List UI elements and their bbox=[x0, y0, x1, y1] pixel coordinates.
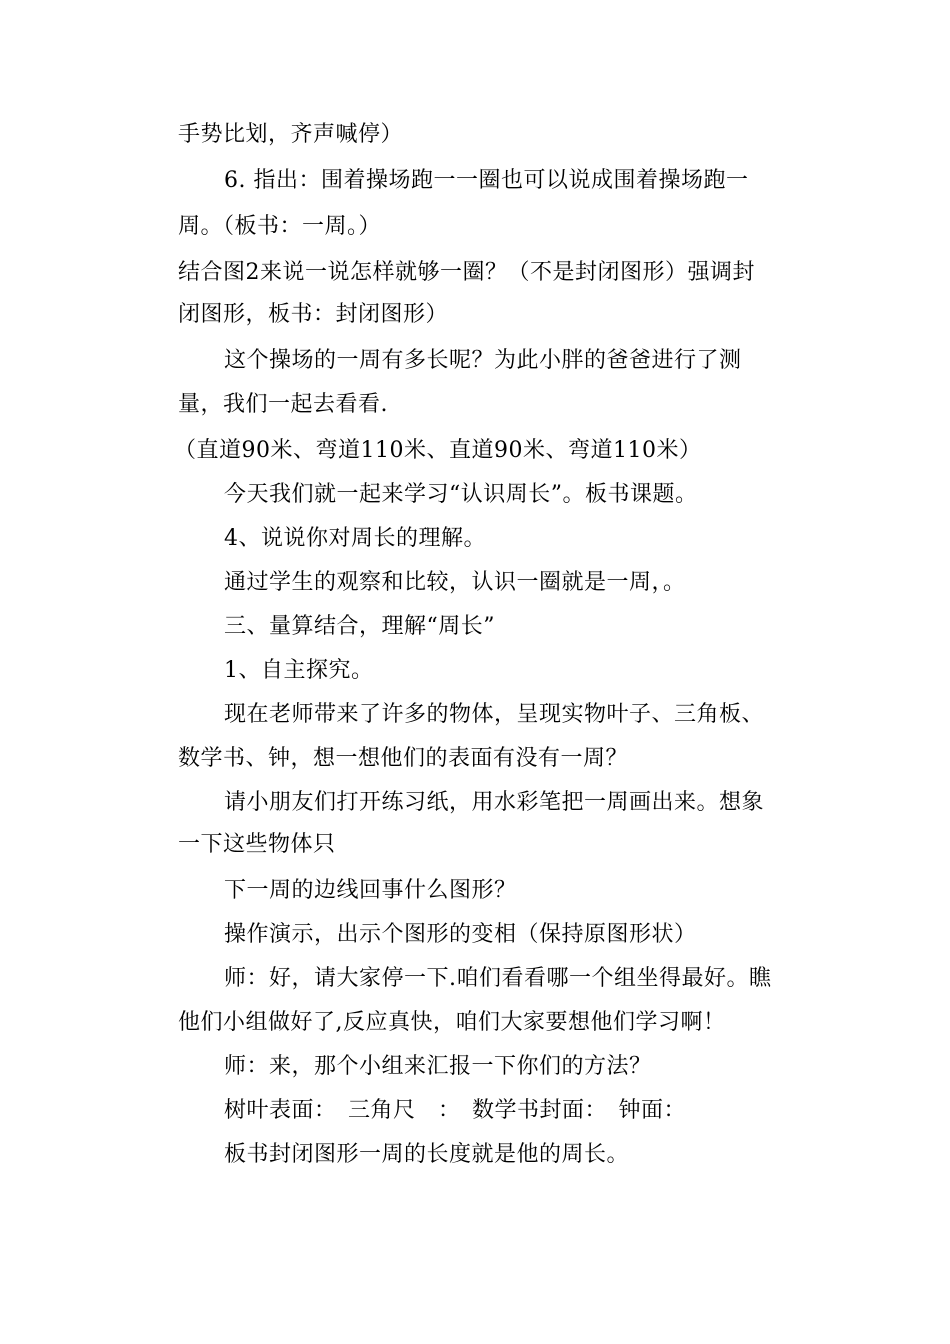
text-line-10: 4、说说你对周长的理解。 bbox=[224, 526, 486, 551]
text-line-2: 6. 指出：围着操场跑一一圈也可以说成围着操场跑一 bbox=[224, 168, 749, 193]
text-line-18: 下一周的边线回事什么图形？ bbox=[224, 878, 517, 903]
text-line-11: 通过学生的观察和比较，认识一圈就是一周，。 bbox=[224, 570, 686, 595]
text-line-6: 这个操场的一周有多长呢？为此小胖的爸爸进行了测 bbox=[224, 348, 742, 373]
text-line-22: 师：来，那个小组来汇报一下你们的方法？ bbox=[224, 1054, 652, 1079]
text-line-21: 他们小组做好了,反应真快，咱们大家要想他们学习啊！ bbox=[178, 1010, 726, 1035]
text-line-13: 1、自主探究。 bbox=[224, 658, 374, 683]
text-line-3: 周。（板书：一周。） bbox=[178, 214, 382, 239]
text-line-9: 今天我们就一起来学习“认识周长”。板书课题。 bbox=[224, 482, 698, 507]
text-line-12: 三、量算结合，理解“周长” bbox=[224, 614, 495, 639]
text-line-19: 操作演示，出示个图形的变相（保持原图形状） bbox=[224, 922, 697, 947]
text-line-8: （直道90米、弯道110米、直道90米、弯道110米） bbox=[174, 438, 702, 463]
text-line-15: 数学书、钟，想一想他们的表面有没有一周？ bbox=[178, 746, 629, 771]
text-line-7: 量，我们一起去看看. bbox=[178, 392, 388, 417]
text-line-17: 一下这些物体只 bbox=[178, 832, 336, 857]
text-line-23: 树叶表面： 三角尺 ： 数学书封面： 钟面： bbox=[224, 1098, 687, 1123]
text-line-14: 现在老师带来了许多的物体，呈现实物叶子、三角板、 bbox=[224, 702, 765, 727]
text-line-24: 板书封闭图形一周的长度就是他的周长。 bbox=[224, 1142, 630, 1167]
text-line-20: 师：好，请大家停一下.咱们看看哪一个组坐得最好。瞧 bbox=[224, 966, 772, 991]
text-line-4: 结合图2来说一说怎样就够一圈？（不是封闭图形）强调封 bbox=[178, 260, 755, 285]
text-line-16: 请小朋友们打开练习纸，用水彩笔把一周画出来。想象 bbox=[224, 790, 765, 815]
text-line-5: 闭图形，板书：封闭图形） bbox=[178, 302, 449, 327]
text-line-1: 手势比划，齐声喊停） bbox=[178, 122, 404, 147]
